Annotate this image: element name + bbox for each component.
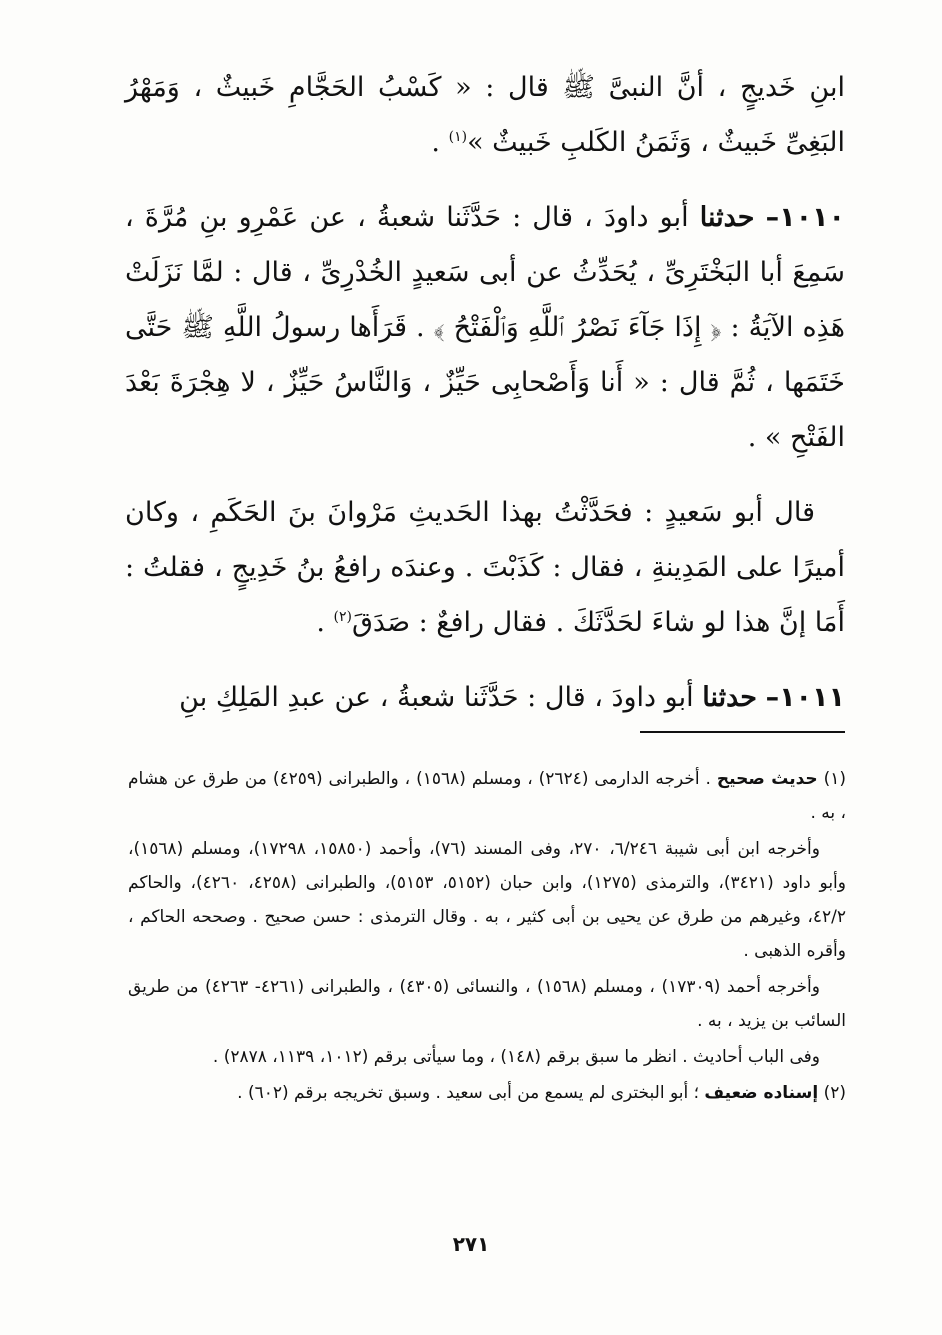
footnote-ref-2[interactable]: (٢): [333, 609, 352, 625]
paragraph-end: .: [316, 607, 334, 638]
footnote-1: [128, 762, 846, 830]
hadith-1010: [125, 190, 845, 465]
footnote-1-continued: وأخرجه أحمد (١٧٣٠٩) ، ومسلم (١٥٦٨) ، والنسائى (٤٣٠٥) ، والطبرانى (٤٢٦١- ٤٢٦٣) من طريق السائب بن يزيد ، به .: [128, 977, 846, 1031]
footnote-text: ؛ أبو البخترى لم يسمع من أبى سعيد . وسبق تخريجه برقم (٦٠٢) .: [237, 1083, 705, 1103]
footnote-marker: (٢): [823, 1083, 846, 1103]
paragraph-abu-said: [125, 485, 845, 650]
main-text: [125, 60, 845, 745]
footnote-divider: [640, 731, 845, 733]
footnote-ref-1[interactable]: (١): [448, 129, 468, 145]
hadith-text: أبو داودَ ، قال : حَدَّثَنا شعبةُ ، عن عبدِ المَلِكِ بنِ: [179, 682, 703, 713]
footnote-1-continued: وفى الباب أحاديث . انظر ما سبق برقم (١٤٨) ، وما سيأتى برقم (١٠١٢، ١١٣٩، ٢٨٧٨) .: [212, 1047, 820, 1067]
hadith-lead: حدثنا: [702, 682, 757, 713]
footnote-1-continued: وأخرجه ابن أبى شيبة ٦/٢٤٦، ٢٧٠، وفى المسند (٧٦)، وأحمد (١٥٨٥٠، ١٧٢٩٨)، ومسلم (١٥٦٨)، وأبو داود (٣٤٢١)، والترمذى (١٢٧٥)، وابن حبان (٥١٥٢، ٥١٥٣)، والطبرانى (٤٢٥٨، ٤٢٦٠)، والحاكم ٤٢/٢، وغيرهم من طرق عن يحيى بن أبى كثير ، به . وقال الترمذى : حسن صحيح . وصححه الحاكم ، وأقره الذهبى .: [128, 839, 846, 961]
footnote-2: [128, 1076, 846, 1110]
paragraph-text: ابنِ خَديجٍ ، أنَّ النبىَّ ﷺ قال : « كَسْبُ الحَجَّامِ خَبيثٌ ، وَمَهْرُ البَغِىِّ خَبيثٌ ، وَثَمَنُ الكَلبِ خَبيثٌ »: [125, 72, 845, 158]
footnote-text: . أخرجه الدارمى (٢٦٢٤) ، ومسلم (١٥٦٨) ، والطبرانى (٤٢٥٩) من طرق عن هشام ، به .: [128, 769, 846, 823]
footnote-marker: (١): [823, 769, 847, 789]
footnotes: [128, 762, 846, 1112]
hadith-text: أبو داودَ ، قال : حَدَّثَنا شعبةُ ، عن عَمْرِو بنِ مُرَّةَ ، سَمِعَ أبا البَخْتَرِىِّ ، يُحَدِّثُ عن أبى سَعيدٍ الخُدْرِىِّ ، قال : لمَّا نَزَلَتْ هَذِه الآيَةُ : ﴿ إِذَا جَآءَ نَصْرُ ٱللَّهِ وَٱلْفَتْحُ ﴾ . قَرَأَها رسولُ اللَّهِ ﷺ حَتَّى خَتَمَها ، ثُمَّ قال : « أَنا وَأَصْحابِى حَيِّزٌ ، وَالنَّاسُ حَيِّزٌ ، لا هِجْرَةَ بَعْدَ الفَتْحِ » .: [125, 202, 845, 453]
hadith-number: ١٠١١–: [765, 682, 845, 713]
page-number: ٢٧١: [452, 1232, 490, 1256]
footnote-grade: إسناده ضعيف: [704, 1083, 819, 1103]
hadith-number: ١٠١٠–: [765, 202, 846, 233]
footnote-grade: حديث صحيح: [716, 769, 818, 789]
paragraph-text: قال أبو سَعيدٍ : فحَدَّثْتُ بهذا الحَديثِ مَرْوانَ بنَ الحَكَمِ ، وكان أميرًا على المَدِينةِ ، فقال : كَذَبْتَ . وعندَه رافعُ بنُ خَدِيجٍ ، فقلتُ : أَمَا إنَّ هذا لو شاءَ لحَدَّثَكَ . فقال رافعٌ : صَدَقَ: [125, 497, 845, 638]
paragraph-continuation: [125, 60, 845, 170]
hadith-lead: حدثنا: [699, 202, 755, 233]
hadith-1011: [125, 670, 845, 725]
paragraph-end: .: [431, 127, 449, 158]
